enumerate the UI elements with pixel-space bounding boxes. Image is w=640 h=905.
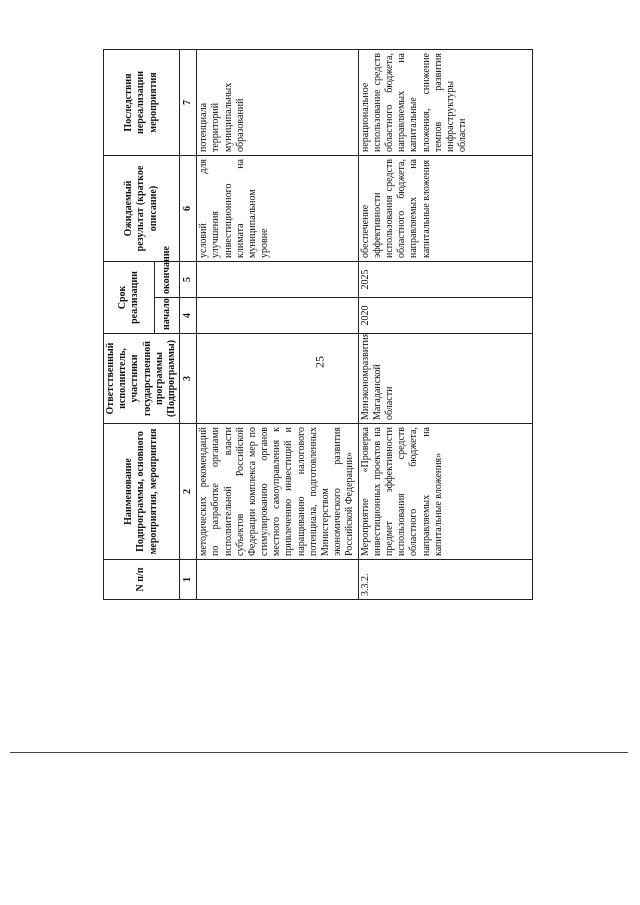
- header-result: Ожидаемый результат (краткое описание): [104, 156, 180, 262]
- row-name: Мероприятие «Проверка инвестиционных проектов на предмет эффективности использования средств областного бюджета, направляемых на капитальные вложения»: [358, 424, 532, 560]
- column-number: 6: [180, 156, 197, 262]
- column-number: 1: [180, 560, 197, 600]
- header-num: N п/п: [104, 560, 180, 600]
- row-start: [197, 298, 358, 334]
- table-row: [358, 50, 532, 600]
- column-number-row: [180, 50, 197, 600]
- header-term: Срок реализации: [104, 262, 155, 334]
- row-executor: Минэкономразвития Магаданской области: [358, 334, 532, 424]
- header-start: начало: [154, 298, 179, 334]
- row-result: условий для улучшения инвестиционного климата на муниципальном уровне: [197, 156, 358, 262]
- program-activities-table: [103, 49, 533, 600]
- row-num: [197, 560, 358, 600]
- page-divider-line: [10, 752, 628, 753]
- row-num: 3.3.2.: [358, 560, 532, 600]
- header-row: [104, 50, 155, 600]
- row-end: 2025: [358, 262, 532, 298]
- header-consequence: Последствия нереализации мероприятия: [104, 50, 180, 156]
- column-number: 2: [180, 424, 197, 560]
- row-consequence: потенциала территорий муниципальных образований: [197, 50, 358, 156]
- header-name: Наименование Подпрограммы, основного мероприятия, мероприятия: [104, 424, 180, 560]
- header-executor: Ответственный исполнитель, участники государственной программы (Подпрограммы): [104, 334, 180, 424]
- row-consequence: нерациональное использование средств областного бюджета, направляемых на капитальные вложения, снижение темпов развития инфраструктуры области: [358, 50, 532, 156]
- row-executor: [197, 334, 358, 424]
- header-end: окончание: [154, 262, 179, 298]
- column-number: 5: [180, 262, 197, 298]
- row-end: [197, 262, 358, 298]
- row-name: методических рекомендаций по разработке органами исполнительной власти субъектов Российской Федерации комплекса мер по стимулированию органов местного самоуправления к привлечению инвестиций и наращиванию налогового потенциала, подготовленных Министерством экономического развития Российской Федерации»: [197, 424, 358, 560]
- row-start: 2020: [358, 298, 532, 334]
- column-number: 4: [180, 298, 197, 334]
- rotated-table-container: [103, 50, 533, 600]
- table-row: [197, 50, 358, 600]
- page-number: 25: [312, 356, 327, 368]
- row-result: обеспечение эффективности использования средств областного бюджета, направляемых на капитальные вложения: [358, 156, 532, 262]
- column-number: 7: [180, 50, 197, 156]
- column-number: 3: [180, 334, 197, 424]
